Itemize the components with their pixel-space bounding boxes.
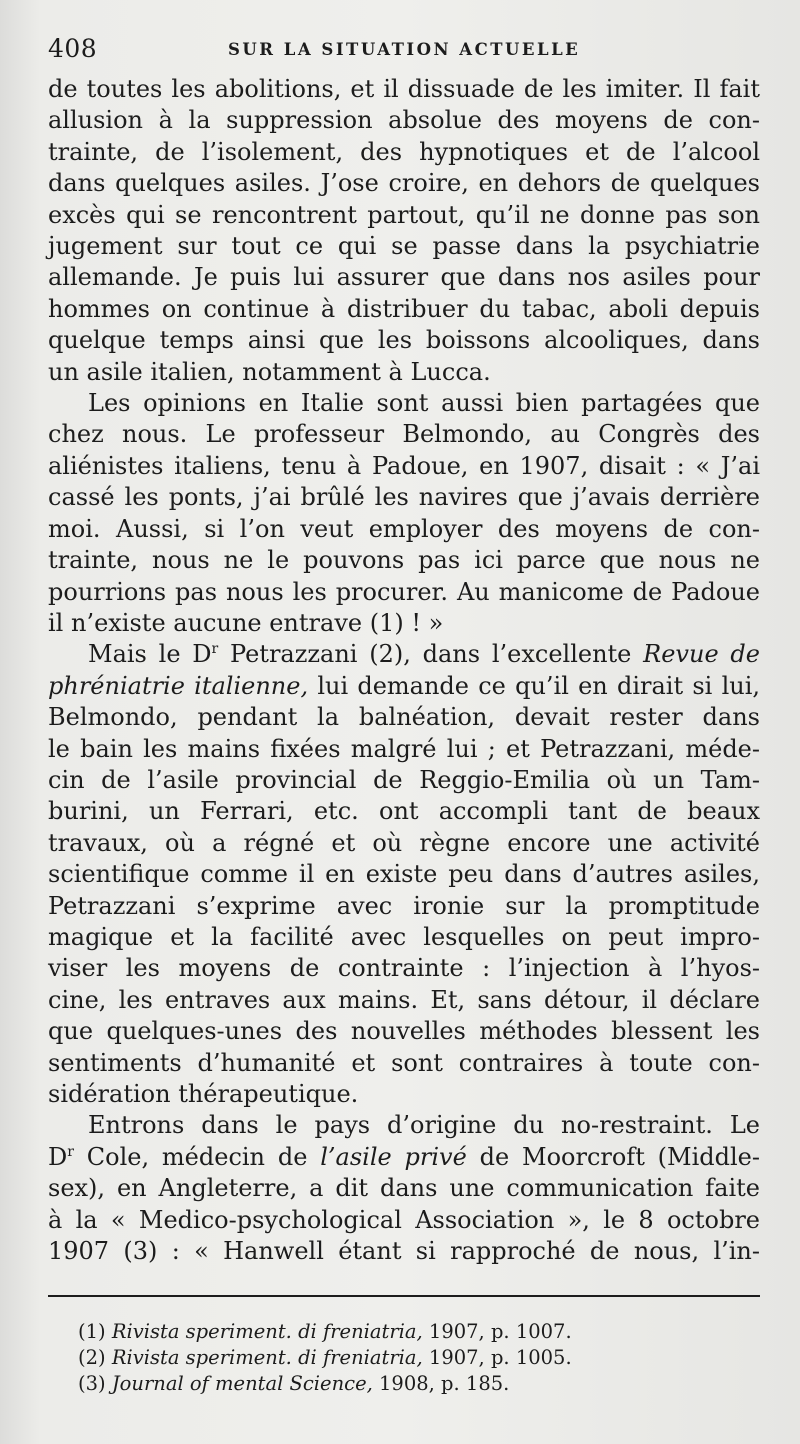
text-line: magique et la facilité avec lesquelles on peut impro- (48, 922, 760, 951)
text-line: trainte, nous ne le pouvons pas ici parce que nous ne (48, 546, 760, 575)
paragraph-2 (48, 388, 760, 639)
footnote-item (78, 1319, 758, 1345)
text-line: Entrons dans le pays d’origine du no-restraint. Le (88, 1111, 760, 1140)
text-line: cassé les ponts, j’ai brûlé les navires que j’avais derrière (48, 483, 760, 512)
text-line: il n’existe aucune entrave (1) ! » (48, 608, 444, 637)
text-line: sex), en Angleterre, a dit dans une communication faite (48, 1174, 760, 1203)
text-line: cin de l’asile provincial de Reggio-Emilia où un Tam- (48, 765, 760, 794)
text-line: allemande. Je puis lui assurer que dans nos asiles pour (48, 263, 760, 292)
text-line: Petrazzani s’exprime avec ironie sur la promptitude (48, 891, 760, 920)
footnote-detail: 1907, p. 1007. (422, 1320, 572, 1344)
superscript: r (211, 641, 219, 658)
text-line: un asile italien, notamment à Lucca. (48, 357, 491, 386)
footnote-source: Rivista speriment. di freniatria, (111, 1320, 423, 1344)
text-segment: de Moorcroft (Middle- (466, 1142, 760, 1171)
text-segment: D (48, 1142, 68, 1171)
text-line (48, 1142, 760, 1173)
body-text (48, 74, 760, 1267)
text-line: pourrions pas nous les procurer. Au manicome de Padoue (48, 577, 760, 606)
text-line: sidération thérapeutique. (48, 1080, 359, 1108)
text-line: jugement sur tout ce qui se passe dans la psychiatrie (48, 232, 760, 261)
text-line: aliénistes italiens, tenu à Padoue, en 1907, disait : « J’ai (48, 451, 760, 480)
footnote-number: (1) (78, 1320, 106, 1344)
paragraph-4 (48, 1110, 760, 1267)
text-line: le bain les mains fixées malgré lui ; et Petrazzani, méde- (48, 734, 760, 763)
text-line: scientifique comme il en existe peu dans d’autres asiles, (48, 860, 760, 889)
text-line: quelque temps ainsi que les boissons alcooliques, dans (48, 326, 760, 355)
text-line: trainte, de l’isolement, des hypnotiques et de l’alcool (48, 137, 760, 166)
running-head: SUR LA SITUATION ACTUELLE (228, 40, 581, 59)
footnote-rule (48, 1295, 760, 1297)
footnote-source: Journal of mental Science, (111, 1372, 373, 1396)
text-line: burini, un Ferrari, etc. ont accompli tant de beaux (48, 797, 760, 826)
text-segment: Cole, médecin de (73, 1142, 321, 1171)
footnote-item (78, 1345, 758, 1371)
text-line (48, 639, 760, 670)
text-line: chez nous. Le professeur Belmondo, au Congrès des (48, 420, 760, 449)
text-line: 1907 (3) : « Hanwell étant si rapproché de nous, l’in- (48, 1237, 760, 1266)
text-line: viser les moyens de contrainte : l’injection à l’hyos- (48, 954, 760, 983)
text-segment: Petrazzani (2), dans l’excellente (218, 640, 644, 669)
text-line: travaux, où a régné et où règne encore une activité (48, 828, 760, 857)
footnote-detail: 1907, p. 1005. (422, 1346, 572, 1370)
text-line: de toutes les abolitions, et il dissuade de les imiter. Il fait (48, 75, 760, 103)
text-line: Belmondo, pendant la balnéation, devait rester dans (48, 703, 760, 732)
text-line: à la « Medico-psychological Association », le 8 octobre (48, 1205, 760, 1234)
paragraph-1 (48, 74, 760, 388)
footnote-item (78, 1371, 758, 1397)
text-line: moi. Aussi, si l’on veut employer des moyens de con- (48, 514, 760, 543)
text-line: excès qui se rencontrent partout, qu’il ne donne pas son (48, 200, 760, 229)
footnotes (48, 1319, 758, 1397)
page-number: 408 (48, 34, 98, 63)
text-line (48, 671, 760, 702)
journal-title: Revue de (643, 640, 760, 669)
text-line: que quelques-unes des nouvelles méthodes blessent les (48, 1017, 760, 1046)
superscript: r (67, 1143, 74, 1160)
journal-title: phréniatrie italienne, (48, 671, 309, 700)
text-line: dans quelques asiles. J’ose croire, en dehors de quelques (48, 169, 760, 198)
text-line: cine, les entraves aux mains. Et, sans détour, il déclare (48, 985, 760, 1014)
text-line: allusion à la suppression absolue des moyens de con- (48, 106, 760, 135)
footnote-source: Rivista speriment. di freniatria, (111, 1346, 423, 1370)
text-segment: Mais le D (88, 640, 212, 669)
paragraph-3 (48, 639, 760, 1110)
footnote-detail: 1908, p. 185. (372, 1372, 510, 1396)
text-line: Les opinions en Italie sont aussi bien partagées que (88, 389, 760, 418)
footnote-number: (3) (78, 1372, 106, 1396)
text-segment: lui demande ce qu’il en dirait si lui, (308, 671, 761, 700)
text-line: sentiments d’humanité et sont contraires à toute con- (48, 1048, 760, 1077)
page-header (48, 30, 760, 74)
text-line: hommes on continue à distribuer du tabac, aboli depuis (48, 294, 760, 323)
footnote-number: (2) (78, 1346, 106, 1370)
emphasis: l’asile privé (320, 1142, 467, 1171)
